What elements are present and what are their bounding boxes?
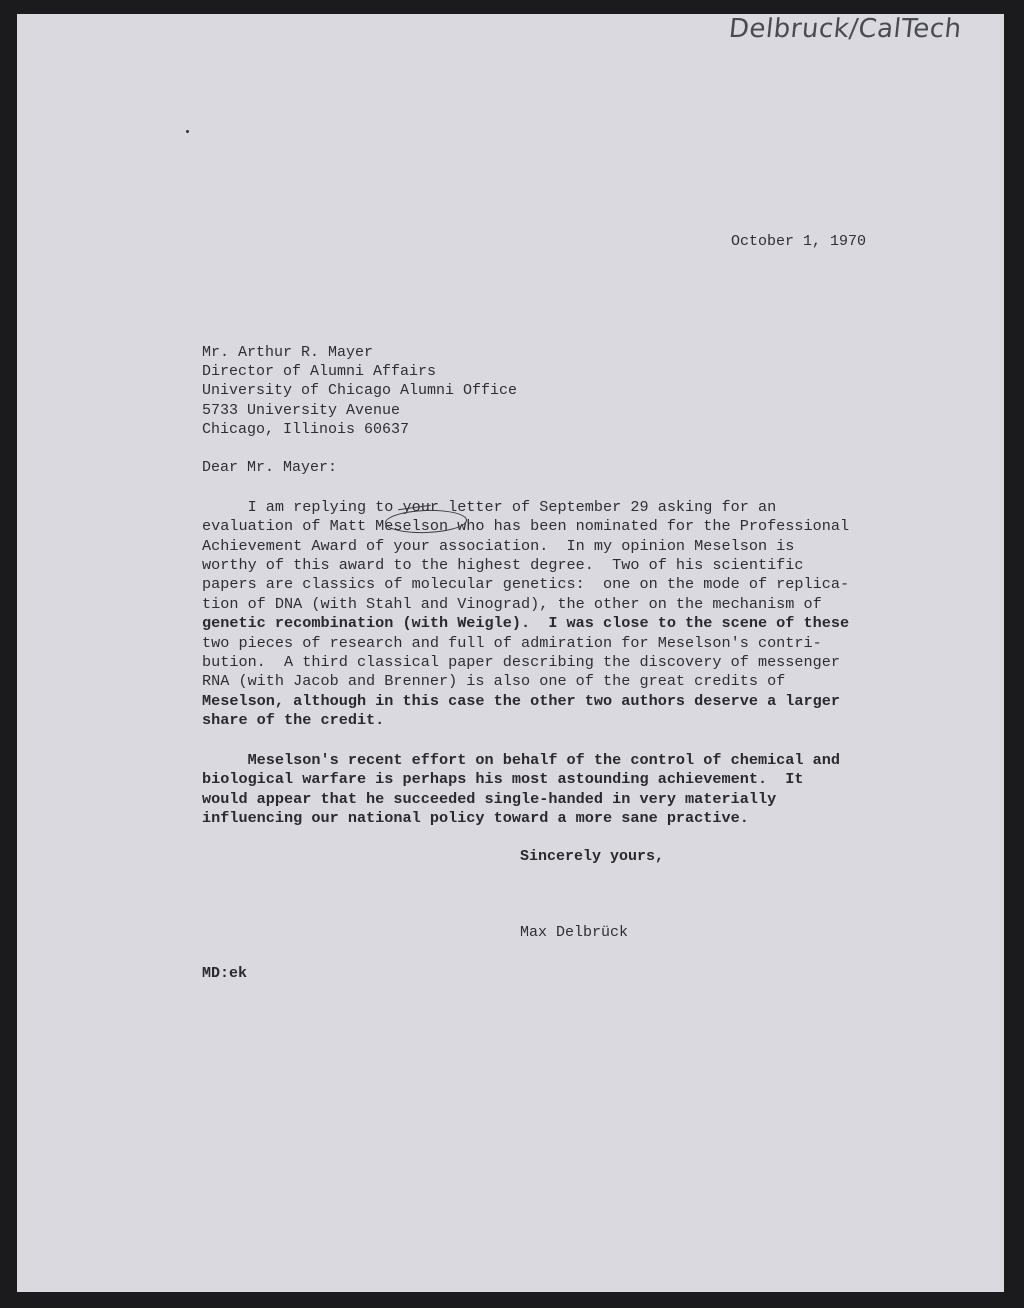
signature-name: Max Delbrück [520, 924, 629, 941]
salutation: Dear Mr. Mayer: [202, 459, 338, 476]
paragraph-1-line: Achievement Award of your association. In my opinion Meselson is [202, 537, 795, 555]
paragraph-2-line: Meselson's recent effort on behalf of the control of chemical and [202, 751, 840, 769]
recipient-street: 5733 University Avenue [202, 402, 401, 419]
paragraph-1-line: two pieces of research and full of admiration for Meselson's contri- [202, 634, 822, 652]
recipient-office: University of Chicago Alumni Office [202, 382, 518, 399]
paragraph-1-line: genetic recombination (with Weigle). I was close to the scene of these [202, 614, 850, 632]
typist-initials: MD:ek [202, 965, 248, 982]
handwritten-annotation: Delbruck/CalTech [727, 14, 964, 44]
paragraph-1-line: tion of DNA (with Stahl and Vinograd), the other on the mechanism of [202, 595, 822, 613]
recipient-title: Director of Alumni Affairs [202, 363, 437, 380]
closing: Sincerely yours, [520, 848, 665, 865]
letter-date: October 1, 1970 [731, 233, 867, 250]
paragraph-1-line: papers are classics of molecular genetics: one on the mode of replica- [202, 575, 850, 593]
recipient-name: Mr. Arthur R. Mayer [202, 344, 374, 361]
letter-page [17, 14, 1004, 1292]
paragraph-1-line: share of the credit. [202, 711, 385, 729]
paragraph-1-line: evaluation of Matt Meselson who has been nominated for the Professional [202, 517, 850, 535]
paragraph-2-line: biological warfare is perhaps his most astounding achievement. It [202, 770, 804, 788]
paragraph-2-line: influencing our national policy toward a more sane practive. [202, 809, 749, 827]
paragraph-1-line: RNA (with Jacob and Brenner) is also one of the great credits of [202, 672, 786, 690]
recipient-city: Chicago, Illinois 60637 [202, 421, 410, 438]
paragraph-1-line: Meselson, although in this case the other two authors deserve a larger [202, 692, 840, 710]
paragraph-1-line: bution. A third classical paper describing the discovery of messenger [202, 653, 840, 671]
paragraph-1-line: I am replying to your letter of September 29 asking for an [202, 498, 777, 516]
paragraph-1-line: worthy of this award to the highest degree. Two of his scientific [202, 556, 804, 574]
paragraph-2-line: would appear that he succeeded single-handed in very materially [202, 790, 777, 808]
ink-speck [186, 130, 189, 133]
